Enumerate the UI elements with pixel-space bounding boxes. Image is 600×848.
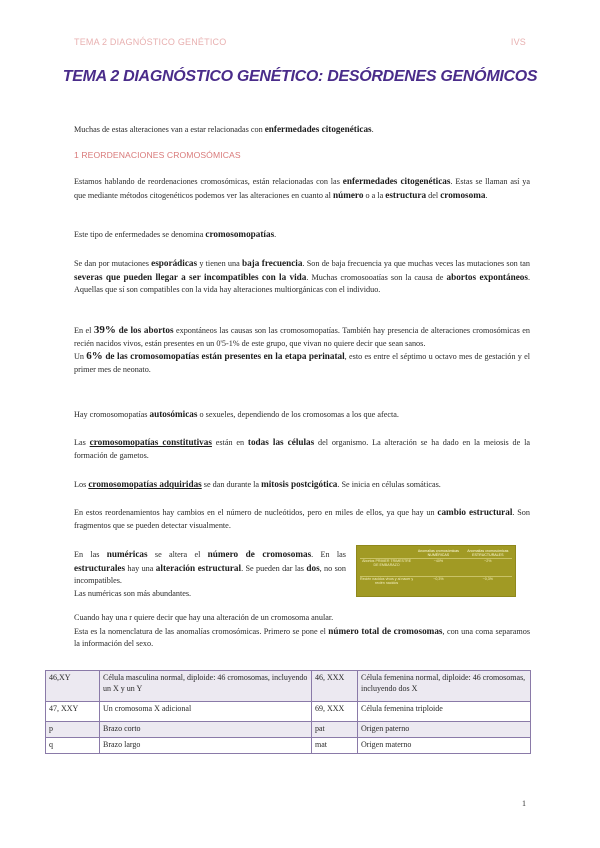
- figure-value: ~0,3%: [482, 576, 493, 581]
- code-cell: 46, XXX: [312, 671, 358, 702]
- figure-col-estructurales: Anomalías cromosómicas ESTRUCTURALES: [467, 549, 509, 557]
- nomenclature-table: [45, 670, 531, 754]
- description-cell: Brazo corto: [100, 722, 312, 738]
- document-title: TEMA 2 DIAGNÓSTICO GENÉTICO: DESÓRDENES GENÓMICOS: [62, 68, 538, 85]
- code-cell: 46,XY: [46, 671, 100, 702]
- description-cell: Brazo largo: [100, 738, 312, 754]
- page-number: 1: [522, 799, 526, 808]
- figure-value: ~0,3%: [433, 576, 444, 581]
- paragraph-cromosomopatias: Este tipo de enfermedades se denomina cromosomopatías.: [74, 229, 277, 239]
- table-row: [46, 738, 531, 754]
- paragraph-adquiridas: Los cromosomopatías adquiridas se dan durante la mitosis postcigótica. Se inicia en células somáticas.: [74, 479, 441, 489]
- paragraph-nomenclatura: Cuando hay una r quiere decir que hay una alteración de un cromosoma anular. Esta es la nomenclatura de las anomalías cromosómicas. Primero se pone el número total de cromosomas, con una coma separamos la información del sexo.: [74, 613, 531, 649]
- paragraph-mutaciones: Se dan por mutaciones esporádicas y tienen una baja frecuencia. Son de baja frecuencia ya que muchas veces las mutaciones son tan severas que pueden llegar a ser incompatibles con la vida. Muchas cromosooatías son la causa de abortos expontáneos. Aquellas que sí son compatibles con la vida hay alteraciones multiorgánicas con el individuo.: [74, 258, 530, 295]
- figure-row-abortos: Abortos PRIMER TRIMESTRE DE EMBARAZO: [362, 559, 412, 567]
- table-row: [46, 671, 531, 702]
- paragraph-autosomicas: Hay cromosomopatías autosómicas o sexueles, dependiendo de los cromosomas a los que afecta.: [74, 409, 399, 419]
- table-row: [46, 702, 531, 722]
- description-cell: Un cromosoma X adicional: [100, 702, 312, 722]
- figure-value: ~2%: [484, 559, 492, 563]
- code-cell: 69, XXX: [312, 702, 358, 722]
- description-cell: Célula masculina normal, diploide: 46 cromosomas, incluyendo un X y un Y: [100, 671, 312, 702]
- description-cell: Origen paterno: [358, 722, 531, 738]
- description-cell: Origen materno: [358, 738, 531, 754]
- anomalies-frequency-figure: [356, 545, 516, 597]
- code-cell: p: [46, 722, 100, 738]
- code-cell: mat: [312, 738, 358, 754]
- paragraph-constitutivas: Las cromosomopatías constitutivas están en todas las células del organismo. La alteración se ha dado en la meiosis de la formación de gametos.: [74, 437, 530, 460]
- code-cell: q: [46, 738, 100, 754]
- intro-paragraph: Muchas de estas alteraciones van a estar relacionadas con enfermedades citogenéticas.: [74, 124, 374, 134]
- paragraph-estructural: En estos reordenamientos hay cambios en el número de nucleótidos, pero en miles de ellos, ya que hay un cambio estructural. Son fragmentos que se pueden detectar visualmente.: [74, 507, 530, 530]
- figure-corner: [360, 549, 413, 558]
- figure-col-numericas: Anomalías cromosómicas NUMÉRICAS: [417, 549, 459, 557]
- table-row: [46, 722, 531, 738]
- header-title: TEMA 2 DIAGNÓSTICO GENÉTICO: [74, 37, 227, 47]
- header-initials: IVS: [510, 37, 526, 47]
- figure-value: ~40%: [433, 559, 444, 563]
- code-cell: 47, XXY: [46, 702, 100, 722]
- description-cell: Célula femenina triploide: [358, 702, 531, 722]
- description-cell: Célula femenina normal, diploide: 46 cromosomas, incluyendo dos X: [358, 671, 531, 702]
- figure-row-nacidos: Recién nacidos vivos y al nacer y recién nacidos: [360, 576, 414, 585]
- paragraph-numericas: En las numéricas se altera el número de cromosomas. En las estructurales hay una alteración estructural. Se pueden dar las dos, no son incompatibles. Las numéricas son más abundantes.: [74, 549, 346, 598]
- paragraph-abortos: En el 39% de los abortos expontáneos las causas son las cromosomopatías. También hay presencia de alteraciones cromosómicas en recién nacidos vivos, están presentes en un 0'5-1% de este grupo, que vivan no quiere decir que sean sanos. Un 6% de las cromosomopatías están presentes en la etapa perinatal, esto es entre el séptimo u octavo mes de gestación y el primer mes de neonato.: [74, 324, 530, 374]
- code-cell: pat: [312, 722, 358, 738]
- section-heading: 1 REORDENACIONES CROMOSÓMICAS: [74, 150, 241, 160]
- paragraph-reordenaciones: Estamos hablando de reordenaciones cromosómicas, están relacionadas con las enfermedades citogenéticas. Estas se llaman así ya que mediante métodos citogenéticos podemos ver las alteraciones en cuanto al número o a la estructura del cromosoma.: [74, 176, 531, 200]
